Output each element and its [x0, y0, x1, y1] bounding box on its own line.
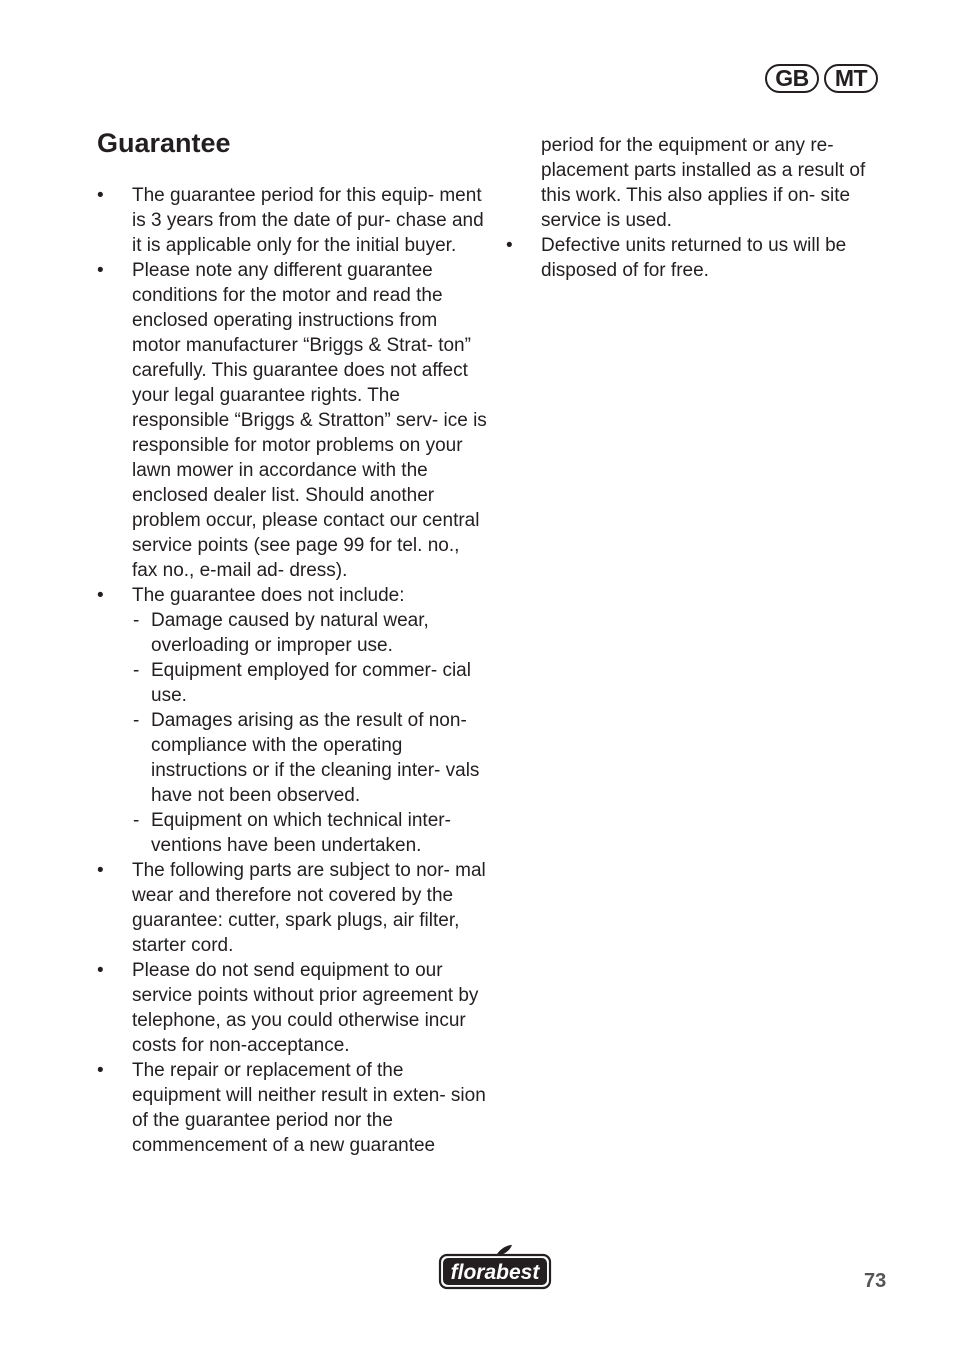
- list-item: [97, 958, 487, 1058]
- list-item-text: Defective units returned to us will be disposed of for free.: [541, 235, 847, 281]
- list-item-text: The following parts are subject to nor- mal wear and therefore not covered by the guarantee: cutter, spark plugs, air filter, starter cord.: [132, 860, 486, 956]
- list-item-text: The guarantee does not include:: [132, 585, 405, 606]
- list-item-text: Please note any different guarantee conditions for the motor and read the enclosed operating instructions from motor manufacturer “Briggs & Strat- ton” carefully. This guarantee does not affect your legal guarantee rights. The responsible “Briggs & Stratton” serv- ice is responsible for motor problems on your lawn mower in accordance with the enclosed dealer list. Should another problem occur, please contact our central service points (see page 99 for tel. no., fax no., e-mail ad- dress).: [132, 260, 487, 581]
- sub-list-item: [132, 708, 487, 808]
- logo-text: florabest: [450, 1261, 540, 1284]
- list-item-text: The repair or replacement of the equipment will neither result in exten- sion of the guarantee period nor the commencement of a new guarantee: [132, 1060, 486, 1156]
- right-column: [506, 133, 881, 283]
- list-item-text: The guarantee period for this equip- ment is 3 years from the date of pur- chase and it is applicable only for the initial buyer.: [132, 185, 484, 256]
- sub-list-item-text: Damages arising as the result of non-compliance with the operating instructions or if the cleaning inter- vals have not been observed.: [151, 710, 480, 806]
- sub-list-item: [132, 808, 487, 858]
- dash-icon: -: [133, 710, 140, 731]
- page-number: 73: [864, 1270, 887, 1292]
- list-item: [97, 583, 487, 858]
- dash-icon: -: [133, 610, 140, 631]
- list-item: [506, 233, 881, 283]
- continuation-text: period for the equipment or any re- placement parts installed as a result of this work. This also applies if on- site service is used.: [541, 135, 866, 231]
- sub-list-item-text: Equipment employed for commer- cial use.: [151, 660, 471, 706]
- bullet-icon: •: [97, 185, 104, 206]
- list-item: [97, 1058, 487, 1158]
- sub-list: [132, 608, 487, 858]
- section-title: Guarantee: [97, 128, 231, 158]
- left-column: [97, 183, 487, 1158]
- bullet-icon: •: [97, 260, 104, 281]
- bullet-icon: •: [97, 585, 104, 606]
- language-badge-mt: MT: [824, 64, 878, 93]
- dash-icon: -: [133, 660, 140, 681]
- language-badges: [765, 64, 878, 93]
- dash-icon: -: [133, 810, 140, 831]
- bullet-icon: •: [97, 960, 104, 981]
- bullet-icon: •: [506, 235, 513, 256]
- bullet-icon: •: [97, 1060, 104, 1081]
- list-item: [97, 858, 487, 958]
- list-item-text: Please do not send equipment to our service points without prior agreement by telephone, as you could otherwise incur costs for non-acceptance.: [132, 960, 479, 1056]
- list-item: [97, 258, 487, 583]
- logo-graphic: [438, 1243, 552, 1291]
- sub-list-item: [132, 608, 487, 658]
- sub-list-item-text: Damage caused by natural wear, overloading or improper use.: [151, 610, 429, 656]
- sub-list-item: [132, 658, 487, 708]
- list-item: [97, 183, 487, 258]
- language-badge-gb: GB: [765, 64, 819, 93]
- florabest-logo: [438, 1243, 552, 1291]
- sub-list-item-text: Equipment on which technical inter- ventions have been undertaken.: [151, 810, 451, 856]
- bullet-icon: •: [97, 860, 104, 881]
